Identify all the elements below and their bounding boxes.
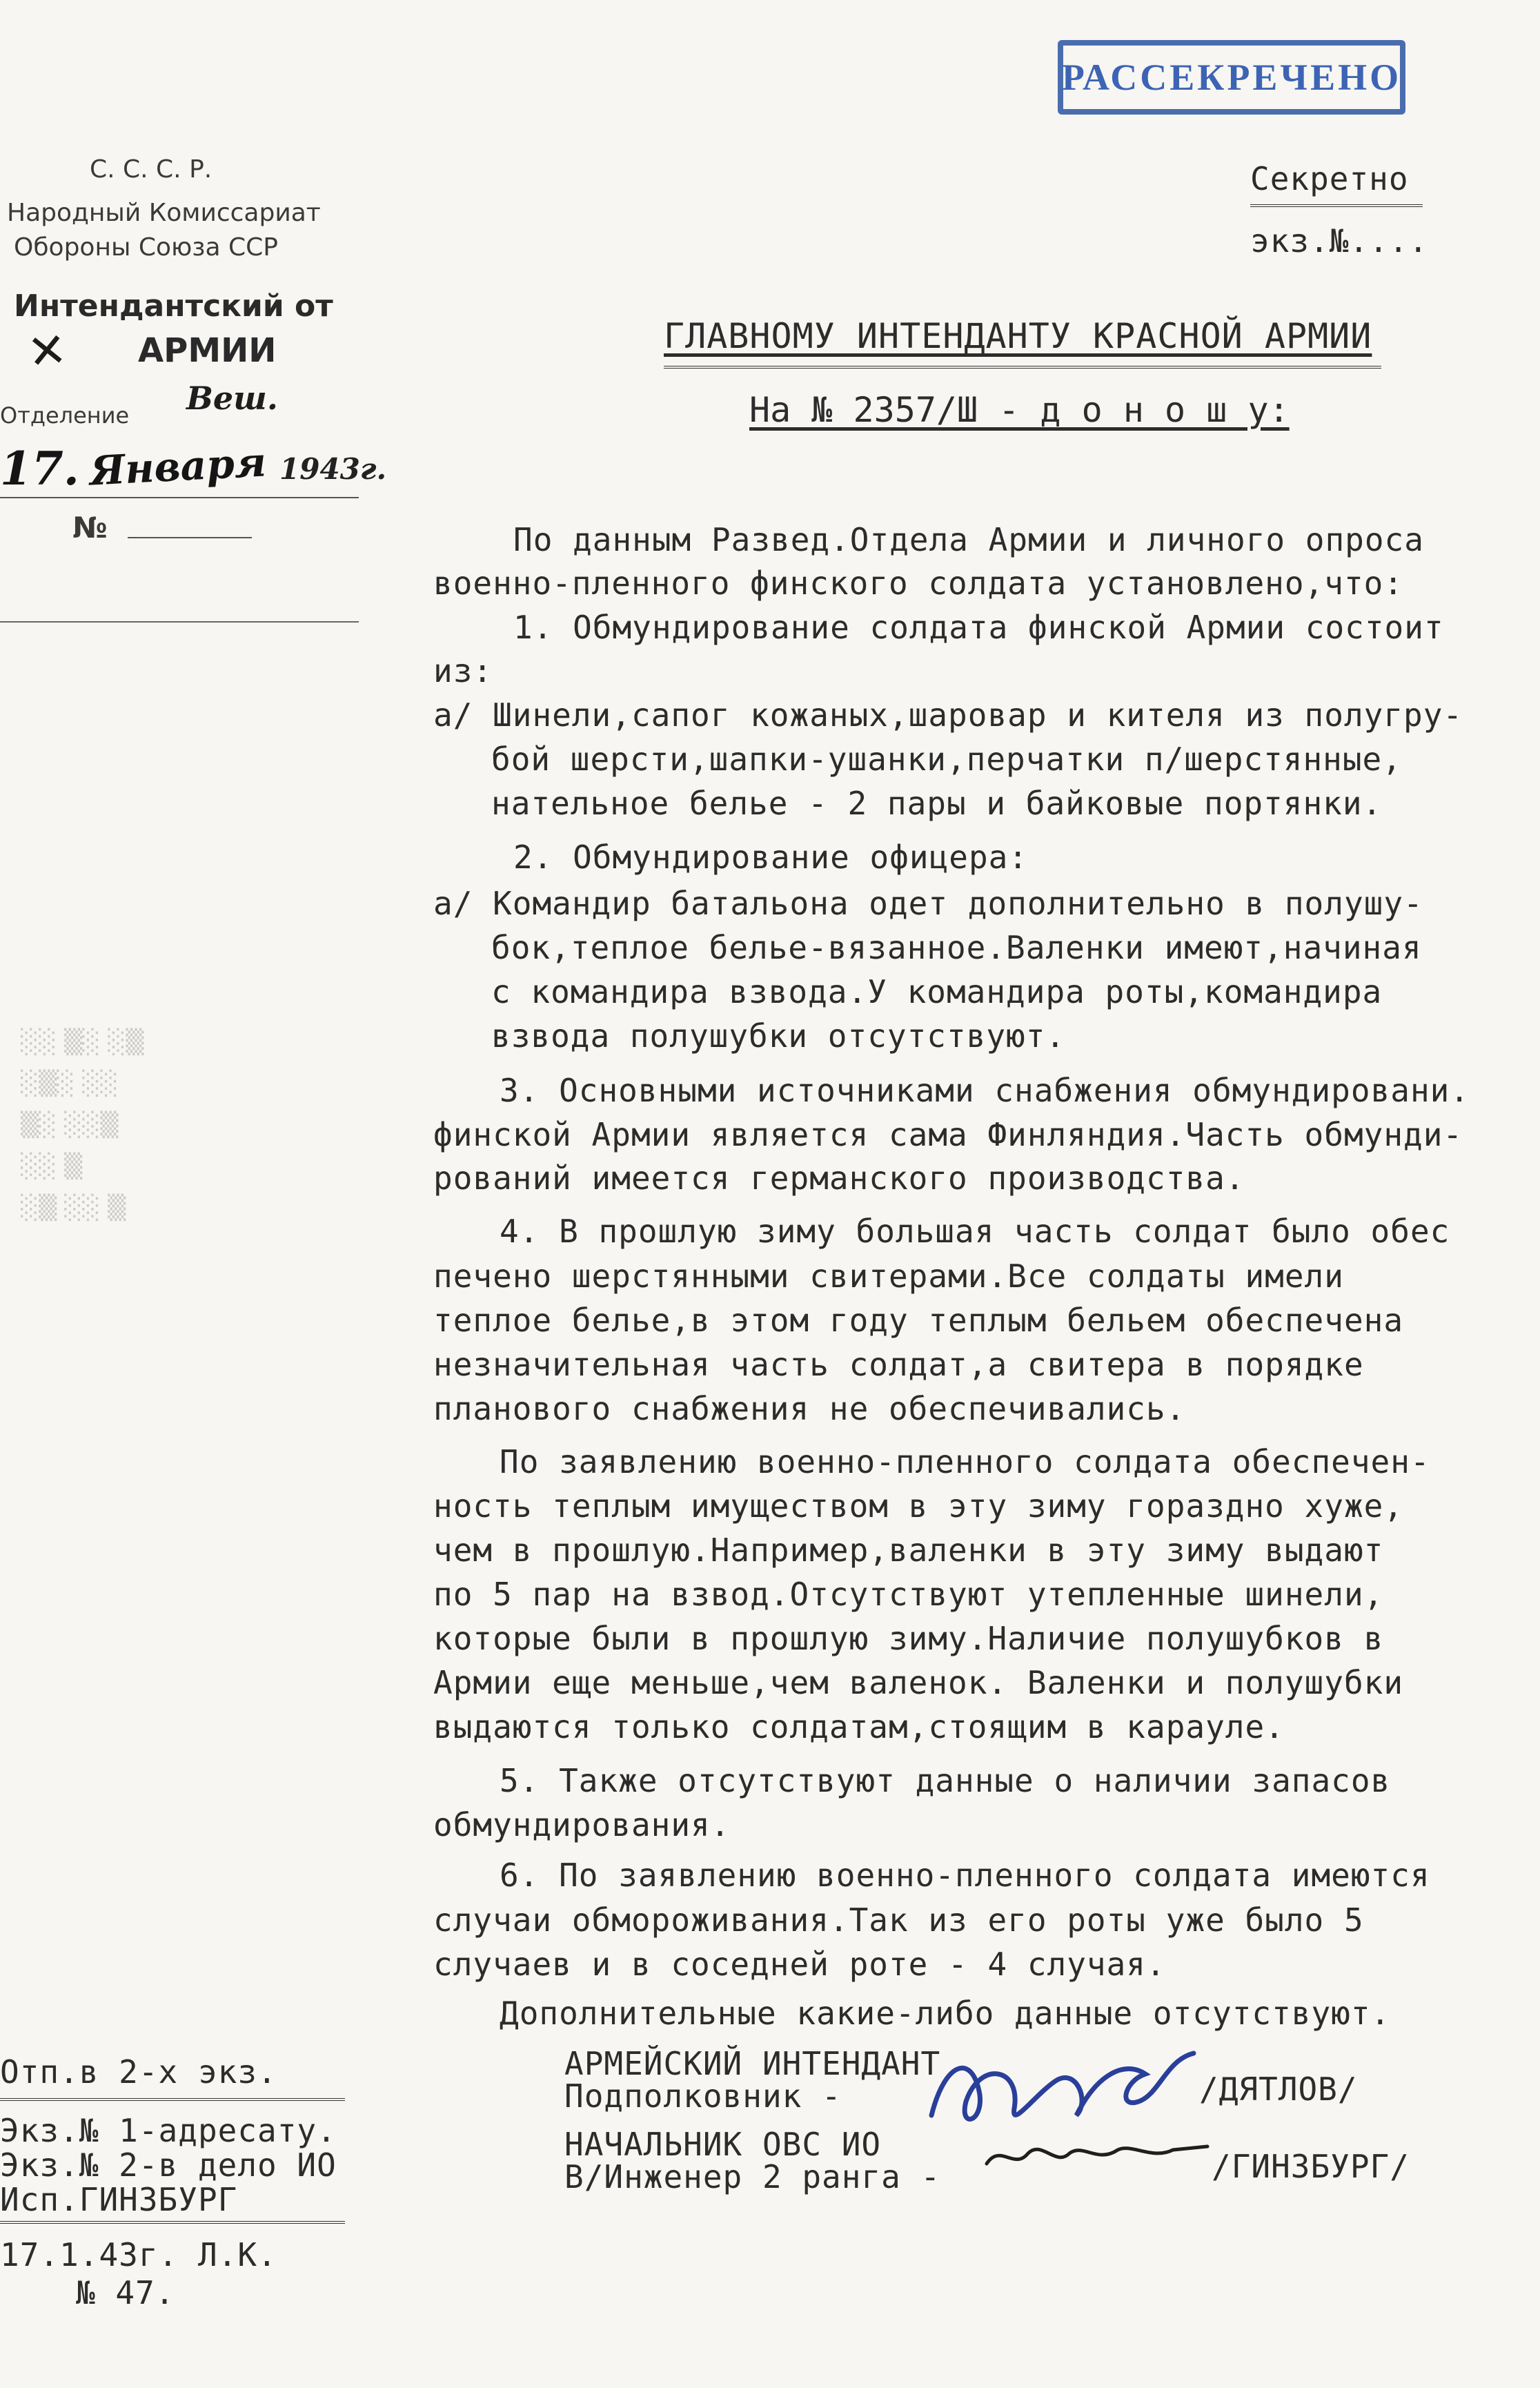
title-double-rule: [664, 366, 1381, 373]
department-label: Отделение: [0, 402, 130, 429]
number-rule: [128, 537, 252, 538]
body-line: чем в прошлую.Например,валенки в эту зиму выдают: [433, 1531, 1384, 1569]
handwritten-army-number: Веш.: [186, 380, 278, 417]
classification-label: Секретно: [1250, 160, 1409, 197]
body-line: бок,теплое белье-вязанное.Валенки имеют,начиная: [491, 929, 1422, 966]
body-line: планового снабжения не обеспечивались.: [433, 1390, 1186, 1427]
footer-double-rule-2: [0, 2221, 345, 2228]
body-line: 5. Также отсутствуют данные о наличии запасов: [500, 1762, 1391, 1799]
body-line: обмундирования.: [433, 1806, 731, 1843]
body-line: 2. Обмундирование офицера:: [513, 839, 1029, 876]
date-rule: [0, 497, 359, 498]
body-line: а/ Шинели,сапог кожаных,шаровар и кителя из полугру-: [433, 696, 1463, 734]
date-year: 1943г.: [279, 452, 387, 486]
faint-offset-marks: ░░ ▒░ ░▒ ░▒░ ░░ ▒░ ░░▒ ░░ ▒ ░▒ ░░ ▒: [21, 1028, 144, 1222]
copies-note: Отп.в 2-х экз.: [0, 2053, 277, 2091]
handwritten-date-day: 17.: [0, 442, 79, 496]
signatory2-title: НАЧАЛЬНИК ОВС ИО: [564, 2126, 882, 2163]
signatory2-name: /ГИНЗБУРГ/: [1212, 2148, 1410, 2185]
body-line: Армии еще меньше,чем валенок. Валенки и полушубки: [433, 1664, 1404, 1701]
copy-number: экз.№....: [1250, 222, 1429, 260]
ussr-header: С. С. С. Р.: [90, 155, 213, 184]
classification-underline: [1250, 204, 1423, 211]
body-line: из:: [433, 652, 493, 689]
body-line: 6. По заявлению военно-пленного солдата имеются: [500, 1857, 1430, 1894]
army-header: АРМИИ: [138, 331, 277, 370]
letterhead-rule: [0, 621, 359, 623]
body-line: ность теплым имуществом в эту зиму гораздно хуже,: [433, 1487, 1404, 1525]
defense-header: Обороны Союза ССР: [14, 233, 278, 262]
body-line: 4. В прошлую зиму большая часть солдат было обес: [500, 1213, 1450, 1250]
body-line: которые были в прошлую зиму.Наличие полушубков в: [433, 1620, 1384, 1657]
body-line: военно-пленного финского солдата установлено,что:: [433, 565, 1404, 602]
report-subtitle: На № 2357/Ш - д о н о ш у:: [749, 390, 1290, 430]
body-line: печено шерстянными свитерами.Все солдаты имели: [433, 1257, 1344, 1295]
body-line: 3. Основными источниками снабжения обмундировани.: [500, 1072, 1470, 1109]
footer-date: 17.1.43г. Л.К.: [0, 2236, 277, 2273]
copy1-note: Экз.№ 1-адресату.: [0, 2112, 337, 2149]
footer-number: № 47.: [76, 2274, 175, 2311]
signatory2-rank: В/Инженер 2 ранга -: [564, 2158, 941, 2195]
handwritten-mark: ✕: [25, 322, 70, 381]
body-line: По заявлению военно-пленного солдата обеспечен-: [500, 1443, 1430, 1480]
body-line: случаи обмороживания.Так из его роты уже было 5: [433, 1901, 1364, 1939]
body-line: теплое белье,в этом году теплым бельем обеспечена: [433, 1302, 1404, 1339]
body-line: по 5 пар на взвод.Отсутствуют утепленные шинели,: [433, 1576, 1384, 1613]
signatory1-rank: Подполковник -: [564, 2077, 842, 2115]
body-line: взвода полушубки отсутствуют.: [491, 1017, 1066, 1055]
body-line: финской Армии является сама Финляндия.Часть обмунди-: [433, 1116, 1463, 1153]
body-line: а/ Командир батальона одет дополнительно в полушу-: [433, 885, 1423, 922]
body-line: нательное белье - 2 пары и байковые портянки.: [491, 785, 1383, 822]
handwritten-date-month: Января: [88, 438, 268, 495]
body-line: случаев и в соседней роте - 4 случая.: [433, 1946, 1166, 1983]
body-line: бой шерсти,шапки-ушанки,перчатки п/шерстянные,: [491, 741, 1402, 778]
body-line: По данным Развед.Отдела Армии и личного опроса: [513, 521, 1424, 558]
copy2-note: Экз.№ 2-в дело ИО: [0, 2146, 337, 2184]
signatory1-title: АРМЕЙСКИЙ ИНТЕНДАНТ: [564, 2045, 941, 2082]
number-label: №: [72, 511, 108, 545]
addressee-title: ГЛАВНОМУ ИНТЕНДАНТУ КРАСНОЙ АРМИИ: [664, 316, 1372, 356]
signature-dyatlov: [918, 2033, 1207, 2143]
body-line: незначительная часть солдат,а свитера в порядке: [433, 1346, 1364, 1383]
body-line: выдаются только солдатам,стоящим в карауле.: [433, 1708, 1285, 1745]
body-line: 1. Обмундирование солдата финской Армии состоит: [513, 609, 1444, 646]
body-line: рований имеется германского производства.: [433, 1159, 1245, 1197]
footer-double-rule-1: [0, 2098, 345, 2105]
declassified-stamp: РАССЕКРЕЧЕНО: [1058, 40, 1405, 115]
signature-ginzburg: [980, 2129, 1214, 2184]
quartermaster-dept-header: Интендантский от: [14, 288, 333, 324]
signatory1-name: /ДЯТЛОВ/: [1199, 2071, 1358, 2108]
executor-note: Исп.ГИНЗБУРГ: [0, 2181, 238, 2218]
body-line: Дополнительные какие-либо данные отсутствуют.: [500, 1995, 1391, 2032]
body-line: с командира взвода.У командира роты,командира: [491, 973, 1383, 1010]
commissariat-header: Народный Комиссариат: [7, 199, 321, 227]
